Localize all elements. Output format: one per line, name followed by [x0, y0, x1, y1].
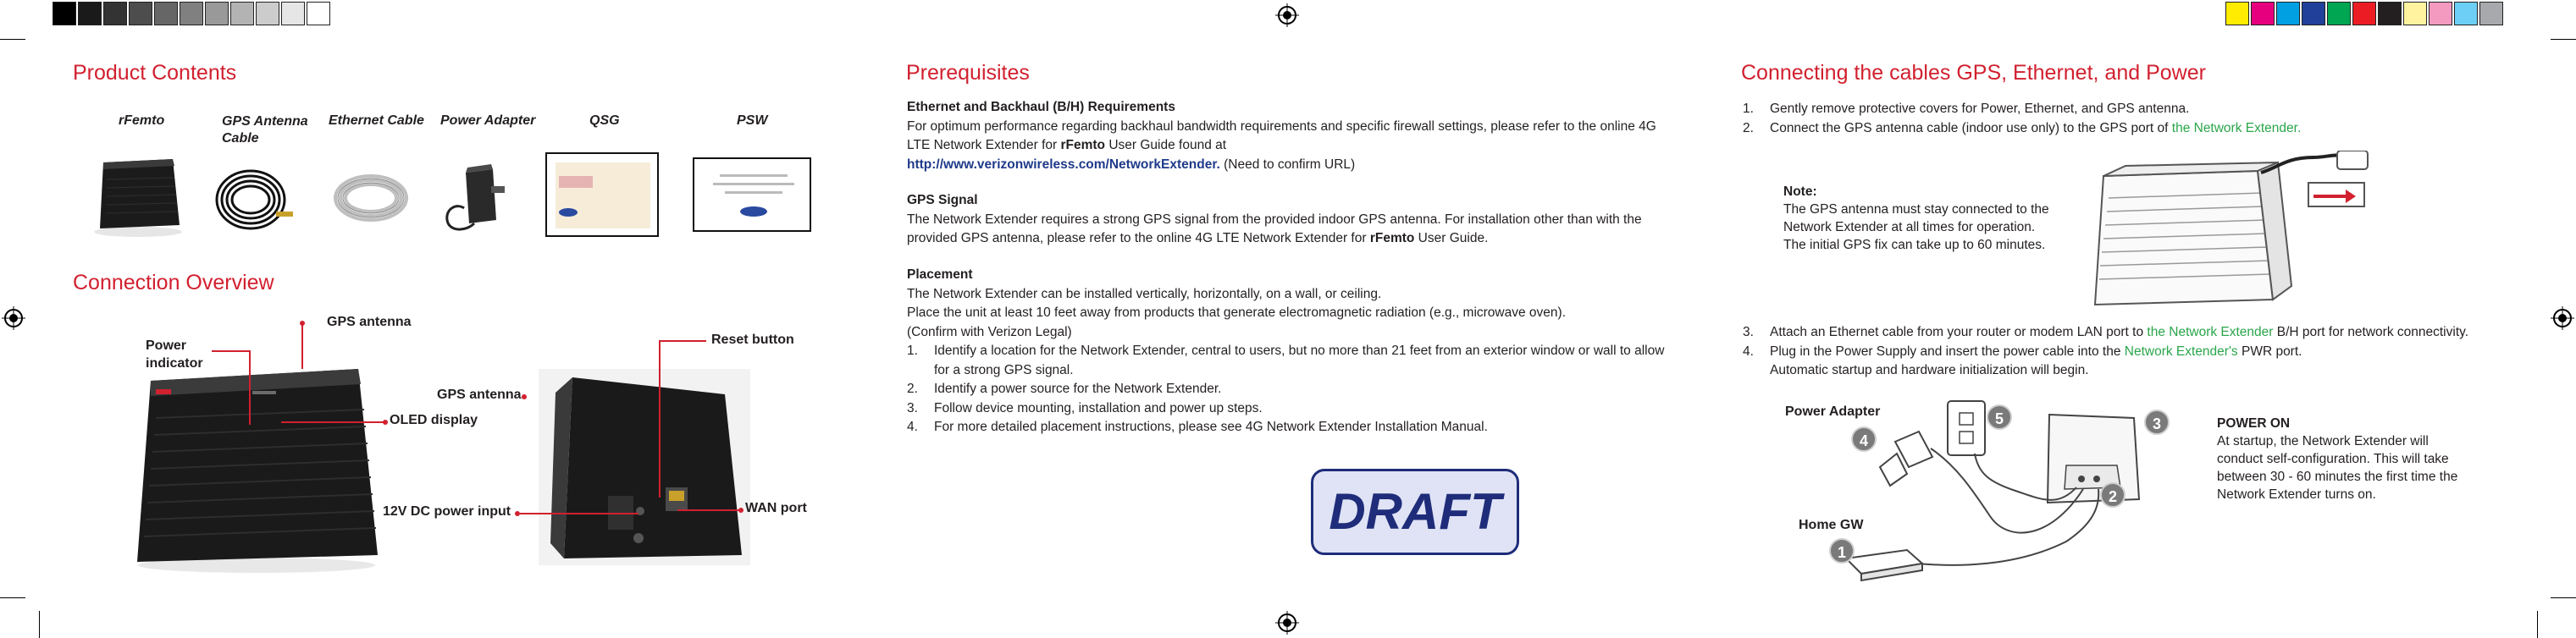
crop-mark [2551, 39, 2576, 40]
callout-dot [515, 511, 520, 516]
callout-power-input: 12V DC power input [383, 504, 511, 519]
gps-body: The Network Extender requires a strong GPS signal from the provided indoor GPS antenna. For installation other than with the provided GPS antenna, please refer to the online 4G LTE Network Extender for rFemto User Guide. [907, 212, 1642, 245]
color-swatch [2378, 2, 2402, 25]
color-swatch [103, 2, 127, 25]
crop-mark [0, 597, 25, 598]
color-swatch [180, 2, 203, 25]
note-heading: Note: [1783, 184, 1817, 199]
product-label-gps-cable: GPS Antenna Cable [222, 114, 308, 146]
product-contents-title: Product Contents [73, 61, 237, 85]
crop-mark [2537, 611, 2538, 638]
connect-steps-bottom [1743, 323, 2488, 381]
leader-line [249, 350, 251, 425]
color-swatch [129, 2, 152, 25]
crop-mark [39, 611, 40, 638]
ethernet-cable-image [329, 168, 413, 228]
placement-line: Place the unit at least 10 feet away from products that generate electromagnetic radiation (e.g., microwave oven). [907, 305, 1566, 320]
color-swatch [78, 2, 102, 25]
color-swatch [2352, 2, 2376, 25]
product-label-psw: PSW [737, 113, 768, 128]
placement-line: (Confirm with Verizon Legal) [907, 324, 1072, 339]
callout-dot [738, 508, 744, 513]
connecting-cables-title: Connecting the cables GPS, Ethernet, and Power [1741, 61, 2206, 85]
color-swatch [230, 2, 254, 25]
product-label-rfemto: rFemto [119, 113, 165, 128]
leader-line [659, 340, 706, 342]
gps-heading: GPS Signal [907, 193, 978, 207]
callout-gps-antenna-front: GPS antenna [327, 315, 412, 329]
leader-line [281, 421, 384, 423]
list-item: 4. Plug in the Power Supply and insert the power cable into the Network Extender's PWR port. Automatic startup and hardware initialization will begin. [1743, 344, 2302, 377]
placement-line: The Network Extender can be installed vertically, horizontally, on a wall, or ceiling. [907, 286, 1382, 301]
gps-connection-illustration [2092, 151, 2371, 308]
leader-line [212, 350, 251, 352]
power-on-section [2217, 415, 2471, 503]
leader-line [301, 323, 303, 369]
connection-overview-title: Connection Overview [73, 271, 274, 294]
product-label-qsg: QSG [589, 113, 620, 128]
diagram-number-1: 1 [1829, 538, 1855, 564]
power-on-heading: POWER ON [2217, 416, 2291, 431]
home-gw-label: Home GW [1799, 518, 1864, 532]
color-swatch [2327, 2, 2351, 25]
registration-mark-icon [1275, 611, 1299, 635]
placement-section [907, 266, 1669, 437]
power-adapter-image [440, 161, 520, 240]
list-item: 2. Connect the GPS antenna cable (indoor use only) to the GPS port of the Network Extender. [1743, 120, 2302, 135]
callout-dot [522, 394, 527, 399]
qsg-booklet-image [545, 152, 659, 237]
color-swatch [256, 2, 279, 25]
list-item: 3. Follow device mounting, installation and power up steps. [907, 400, 1263, 415]
registration-mark-icon [2551, 306, 2574, 330]
leader-line [520, 513, 638, 514]
leader-line [677, 509, 740, 511]
callout-wan-port: WAN port [745, 501, 807, 515]
color-swatch [2276, 2, 2300, 25]
callout-gps-antenna-back: GPS antenna [437, 388, 522, 402]
callout-dot [300, 321, 305, 326]
diagram-number-4: 4 [1851, 426, 1877, 452]
gps-section [907, 191, 1669, 249]
callout-reset-button: Reset button [711, 333, 794, 347]
product-label-ethernet-cable: Ethernet Cable [329, 113, 424, 128]
list-item: 1. Identify a location for the Network Extender, central to users, but no more than 21 feet from an exterior window or wall to allow for a strong GPS signal. [907, 344, 1665, 377]
rfemto-device-image [91, 154, 185, 237]
diagram-number-5: 5 [1987, 404, 2012, 430]
front-device-image [134, 347, 379, 574]
network-extender-link[interactable]: http://www.verizonwireless.com/NetworkExtender. [907, 157, 1220, 172]
placement-heading: Placement [907, 267, 973, 282]
leader-line [659, 340, 661, 498]
list-item: 2. Identify a power source for the Network Extender. [907, 382, 1222, 396]
draft-stamp: DRAFT [1311, 469, 1519, 555]
list-item: 3. Attach an Ethernet cable from your router or modem LAN port to the Network Extender B/H port for network connectivity. [1743, 325, 2469, 339]
color-swatch [53, 2, 76, 25]
registration-mark-icon [2, 306, 25, 330]
color-swatch [281, 2, 305, 25]
power-on-body: At startup, the Network Extender will conduct self-configuration. This will take between 30 - 60 minutes the first time the Network Extender turns on. [2217, 434, 2458, 502]
color-swatch [2225, 2, 2249, 25]
diagram-number-2: 2 [2100, 482, 2125, 508]
prerequisites-title: Prerequisites [906, 61, 1030, 85]
color-swatch [2302, 2, 2325, 25]
diagram-number-3: 3 [2144, 410, 2170, 435]
color-swatch [154, 2, 178, 25]
connect-steps-top [1743, 100, 2505, 138]
placement-steps [907, 342, 1669, 437]
list-item: 4. For more detailed placement instructions, please see 4G Network Extender Installation Manual. [907, 420, 1488, 434]
gps-note [1783, 183, 2054, 254]
color-swatch [2479, 2, 2503, 25]
color-swatch [205, 2, 229, 25]
crop-mark [2551, 597, 2576, 598]
backhaul-link-line: http://www.verizonwireless.com/NetworkExtender. (Need to confirm URL) [907, 157, 1356, 172]
back-device-image [539, 369, 750, 565]
crop-mark [0, 39, 25, 40]
callout-power-indicator: Power indicator [146, 338, 203, 371]
callout-dot [383, 420, 388, 425]
registration-mark-icon [1275, 3, 1299, 27]
color-swatch [307, 2, 330, 25]
gps-antenna-cable-image [212, 161, 298, 237]
backhaul-body: For optimum performance regarding backhaul bandwidth requirements and specific firewall settings, please refer to the online 4G LTE Network Extender for rFemto User Guide found at [907, 118, 1656, 152]
color-swatch [2403, 2, 2427, 25]
color-swatch [2454, 2, 2478, 25]
psw-sheet-image [693, 157, 811, 232]
color-swatch [2429, 2, 2452, 25]
product-label-power-adapter: Power Adapter [440, 113, 536, 128]
backhaul-section [907, 98, 1669, 174]
power-adapter-label: Power Adapter [1785, 404, 1881, 419]
callout-oled-display: OLED display [390, 413, 478, 427]
list-item: 1. Gently remove protective covers for Power, Ethernet, and GPS antenna. [1743, 102, 2190, 116]
note-body: The GPS antenna must stay connected to the Network Extender at all times for operation. The initial GPS fix can take up to 60 minutes. [1783, 202, 2049, 252]
color-swatch [2251, 2, 2275, 25]
backhaul-heading: Ethernet and Backhaul (B/H) Requirements [907, 100, 1175, 114]
